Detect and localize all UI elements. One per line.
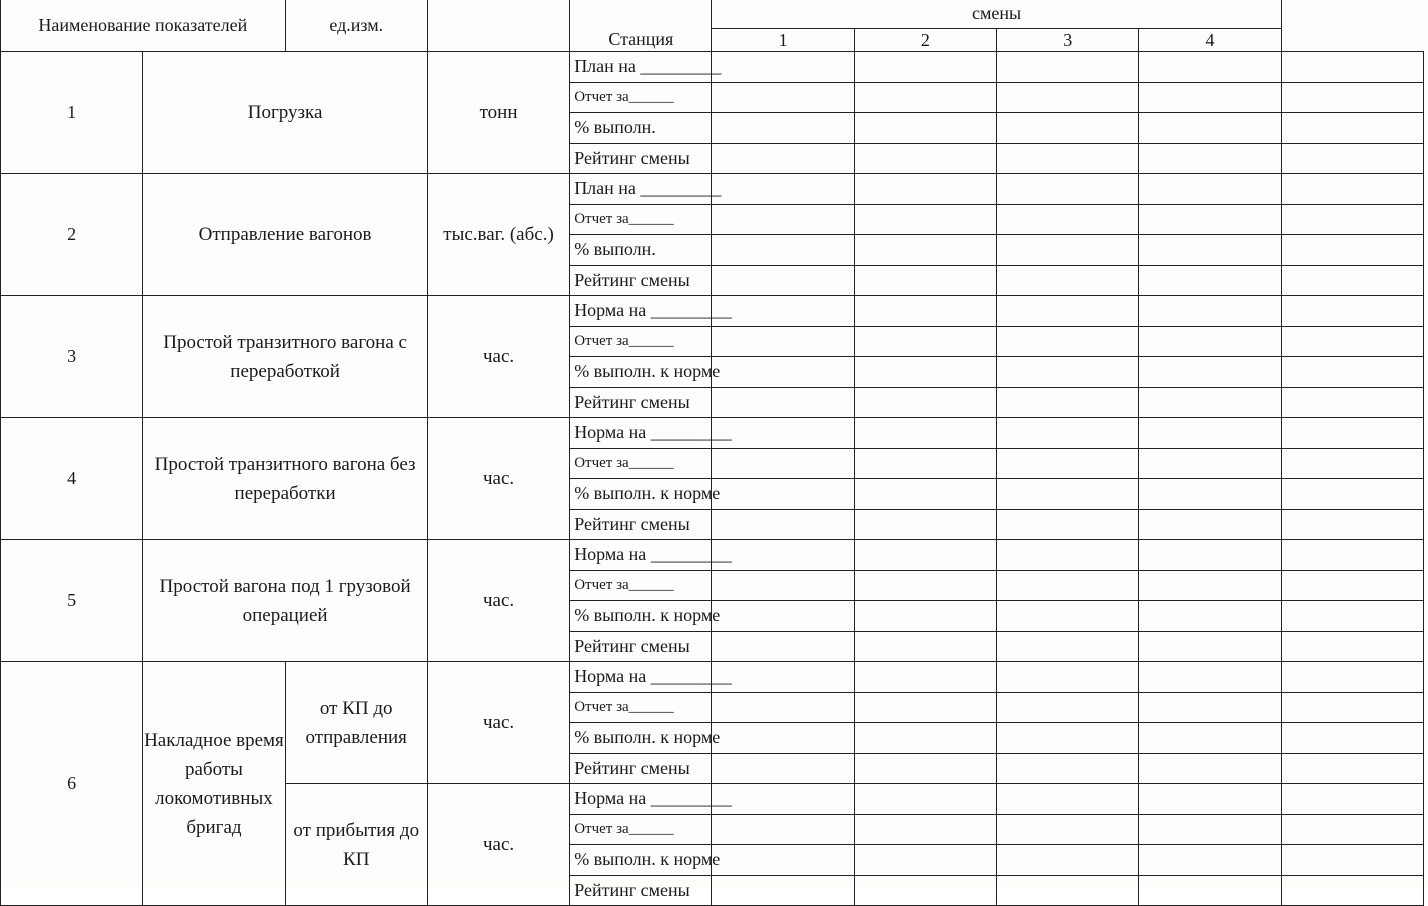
shift-cell-3[interactable]	[1139, 448, 1281, 479]
shift-cell-4[interactable]	[1281, 875, 1423, 906]
metric-label: Рейтинг смены	[570, 509, 712, 540]
indicator-2-subrow	[1, 174, 1424, 205]
station-cell[interactable]	[712, 113, 854, 144]
shift-cell-1[interactable]	[854, 540, 996, 571]
metric-label: Норма на _________	[570, 784, 712, 815]
indicator-unit: час.	[427, 662, 569, 784]
shift-cell-3[interactable]	[1139, 204, 1281, 235]
shift-cell-3[interactable]	[1139, 662, 1281, 693]
shift-cell-4[interactable]	[1281, 52, 1423, 83]
indicator-name: Погрузка	[143, 52, 428, 174]
station-cell[interactable]	[712, 692, 854, 723]
metric-label: Рейтинг смены	[570, 875, 712, 906]
shift-cell-2[interactable]	[997, 326, 1139, 357]
shift-cell-1[interactable]	[854, 662, 996, 693]
metric-label: % выполн. к норме	[570, 357, 712, 388]
shift-cell-1[interactable]	[854, 814, 996, 845]
shift-cell-2[interactable]	[997, 814, 1139, 845]
label-column-header	[427, 0, 569, 52]
shift-cell-3[interactable]	[1139, 814, 1281, 845]
metric-label: План на _________	[570, 174, 712, 205]
shift-cell-4[interactable]	[1281, 326, 1423, 357]
station-cell[interactable]	[712, 265, 854, 296]
metric-label: Отчет за______	[570, 814, 712, 845]
shift-cell-2[interactable]	[997, 52, 1139, 83]
indicator-1-subrow	[1, 52, 1424, 83]
shift-cell-2[interactable]	[997, 753, 1139, 784]
shift-cell-3[interactable]	[1139, 631, 1281, 662]
metric-label: Рейтинг смены	[570, 631, 712, 662]
shift-cell-1[interactable]	[854, 265, 996, 296]
shift-cell-4[interactable]	[1281, 357, 1423, 388]
shift-cell-4[interactable]	[1281, 235, 1423, 266]
shift-cell-4[interactable]	[1281, 601, 1423, 632]
station-cell[interactable]	[712, 52, 854, 83]
station-cell[interactable]	[712, 601, 854, 632]
shift-cell-4[interactable]	[1281, 265, 1423, 296]
shift-cell-4[interactable]	[1281, 296, 1423, 327]
shift-cell-3[interactable]	[1139, 326, 1281, 357]
station-cell[interactable]	[712, 631, 854, 662]
metric-label: Рейтинг смены	[570, 387, 712, 418]
indicator-unit: час.	[427, 296, 569, 418]
shift-cell-3[interactable]	[1139, 265, 1281, 296]
shift-cell-2[interactable]	[997, 784, 1139, 815]
indicator-name: Отправление вагонов	[143, 174, 428, 296]
row-number: 3	[1, 296, 143, 418]
shift-cell-3[interactable]	[1139, 540, 1281, 571]
shift-cell-4[interactable]	[1281, 570, 1423, 601]
metric-label: % выполн.	[570, 235, 712, 266]
metric-label: Норма на _________	[570, 418, 712, 449]
station-cell[interactable]	[712, 82, 854, 113]
shift-cell-1[interactable]	[854, 52, 996, 83]
indicator-unit: час.	[427, 784, 569, 906]
shift-cell-2[interactable]	[997, 82, 1139, 113]
shift-cell-3[interactable]	[1139, 753, 1281, 784]
shift-cell-2[interactable]	[997, 265, 1139, 296]
shift-cell-3[interactable]	[1139, 601, 1281, 632]
metric-label: % выполн. к норме	[570, 723, 712, 754]
shift-cell-3[interactable]	[1139, 784, 1281, 815]
shift-cell-2[interactable]	[997, 875, 1139, 906]
shift-cell-2[interactable]	[997, 296, 1139, 327]
shift-cell-2[interactable]	[997, 570, 1139, 601]
indicator-name: Простой вагона под 1 грузовой операцией	[143, 540, 428, 662]
shift-cell-1[interactable]	[854, 692, 996, 723]
station-cell[interactable]	[712, 235, 854, 266]
header-row	[1, 0, 1424, 28]
shift-cell-4[interactable]	[1281, 692, 1423, 723]
shift-cell-1[interactable]	[854, 845, 996, 876]
shift-cell-4[interactable]	[1281, 479, 1423, 510]
shift-cell-3[interactable]	[1139, 418, 1281, 449]
shift-cell-1[interactable]	[854, 875, 996, 906]
shift-cell-4[interactable]	[1281, 845, 1423, 876]
metric-label: % выполн. к норме	[570, 601, 712, 632]
station-cell[interactable]	[712, 204, 854, 235]
station-cell[interactable]	[712, 540, 854, 571]
shift-cell-1[interactable]	[854, 296, 996, 327]
station-column-header: Станция	[570, 0, 712, 52]
metric-label: Отчет за______	[570, 82, 712, 113]
shift-cell-3[interactable]	[1139, 479, 1281, 510]
shift-cell-4[interactable]	[1281, 82, 1423, 113]
metric-label: % выполн. к норме	[570, 845, 712, 876]
shift-cell-2[interactable]	[997, 601, 1139, 632]
indicator-6-subrow	[1, 662, 1424, 693]
shift-cell-2[interactable]	[997, 692, 1139, 723]
shift-cell-3[interactable]	[1139, 692, 1281, 723]
station-cell[interactable]	[712, 662, 854, 693]
indicator-name: Простой транзитного вагона без переработки	[143, 418, 428, 540]
metric-label: Рейтинг смены	[570, 753, 712, 784]
indicator-unit: час.	[427, 540, 569, 662]
shift-cell-1[interactable]	[854, 631, 996, 662]
shift-cell-1[interactable]	[854, 448, 996, 479]
indicator-unit: тыс.ваг. (абс.)	[427, 174, 569, 296]
metric-label: План на _________	[570, 52, 712, 83]
station-cell[interactable]	[712, 509, 854, 540]
shift-cell-2[interactable]	[997, 509, 1139, 540]
shift-cell-3[interactable]	[1139, 875, 1281, 906]
shift-number-2: 2	[854, 28, 996, 51]
metric-label: Норма на _________	[570, 662, 712, 693]
name-column-header: Наименование показателей	[1, 0, 286, 52]
station-cell[interactable]	[712, 326, 854, 357]
shift-cell-2[interactable]	[997, 387, 1139, 418]
station-cell[interactable]	[712, 174, 854, 205]
shift-cell-4[interactable]	[1281, 174, 1423, 205]
sub-indicator-name: от прибытия до КП	[285, 784, 427, 906]
shift-cell-2[interactable]	[997, 662, 1139, 693]
metric-label: Отчет за______	[570, 692, 712, 723]
shift-cell-2[interactable]	[997, 357, 1139, 388]
shift-cell-4[interactable]	[1281, 814, 1423, 845]
shift-cell-1[interactable]	[854, 601, 996, 632]
shift-number-3: 3	[997, 28, 1139, 51]
shift-cell-1[interactable]	[854, 723, 996, 754]
indicator-name: Накладное время работы локомотивных бригад	[143, 662, 285, 906]
metric-label: Норма на _________	[570, 296, 712, 327]
shift-cell-2[interactable]	[997, 845, 1139, 876]
shift-cell-4[interactable]	[1281, 143, 1423, 174]
shift-cell-3[interactable]	[1139, 296, 1281, 327]
metric-label: Рейтинг смены	[570, 265, 712, 296]
shift-cell-2[interactable]	[997, 479, 1139, 510]
shift-cell-1[interactable]	[854, 753, 996, 784]
shift-cell-3[interactable]	[1139, 570, 1281, 601]
shift-cell-4[interactable]	[1281, 113, 1423, 144]
metric-label: Отчет за______	[570, 326, 712, 357]
shift-cell-1[interactable]	[854, 235, 996, 266]
shift-cell-4[interactable]	[1281, 540, 1423, 571]
shift-cell-4[interactable]	[1281, 753, 1423, 784]
shift-cell-1[interactable]	[854, 418, 996, 449]
row-number: 5	[1, 540, 143, 662]
shift-cell-4[interactable]	[1281, 784, 1423, 815]
station-cell[interactable]	[712, 753, 854, 784]
shift-cell-2[interactable]	[997, 540, 1139, 571]
station-cell[interactable]	[712, 448, 854, 479]
shift-number-1: 1	[712, 28, 854, 51]
metric-label: % выполн. к норме	[570, 479, 712, 510]
indicator-4-subrow	[1, 418, 1424, 449]
shift-cell-1[interactable]	[854, 174, 996, 205]
metric-label: Отчет за______	[570, 570, 712, 601]
shift-number-4: 4	[1139, 28, 1281, 51]
shift-cell-3[interactable]	[1139, 235, 1281, 266]
shift-cell-1[interactable]	[854, 479, 996, 510]
shift-cell-3[interactable]	[1139, 509, 1281, 540]
shift-cell-1[interactable]	[854, 357, 996, 388]
shift-cell-2[interactable]	[997, 631, 1139, 662]
shift-cell-4[interactable]	[1281, 662, 1423, 693]
shift-cell-3[interactable]	[1139, 845, 1281, 876]
shift-cell-3[interactable]	[1139, 82, 1281, 113]
shift-cell-2[interactable]	[997, 448, 1139, 479]
shift-cell-3[interactable]	[1139, 113, 1281, 144]
shift-cell-3[interactable]	[1139, 387, 1281, 418]
metric-label: % выполн.	[570, 113, 712, 144]
row-number: 1	[1, 52, 143, 174]
shift-cell-4[interactable]	[1281, 631, 1423, 662]
shift-cell-2[interactable]	[997, 174, 1139, 205]
shift-cell-4[interactable]	[1281, 723, 1423, 754]
station-cell[interactable]	[712, 387, 854, 418]
shift-cell-1[interactable]	[854, 326, 996, 357]
shift-cell-2[interactable]	[997, 235, 1139, 266]
shift-cell-1[interactable]	[854, 113, 996, 144]
shift-cell-2[interactable]	[997, 723, 1139, 754]
shift-cell-3[interactable]	[1139, 52, 1281, 83]
shift-cell-4[interactable]	[1281, 387, 1423, 418]
shift-cell-1[interactable]	[854, 143, 996, 174]
shift-cell-3[interactable]	[1139, 174, 1281, 205]
unit-column-header: ед.изм.	[285, 0, 427, 52]
shift-cell-1[interactable]	[854, 509, 996, 540]
indicator-5-subrow	[1, 540, 1424, 571]
station-cell[interactable]	[712, 296, 854, 327]
shift-cell-1[interactable]	[854, 387, 996, 418]
shift-cell-1[interactable]	[854, 82, 996, 113]
indicator-unit: час.	[427, 418, 569, 540]
station-cell[interactable]	[712, 875, 854, 906]
shift-cell-1[interactable]	[854, 204, 996, 235]
station-cell[interactable]	[712, 845, 854, 876]
metric-label: Отчет за______	[570, 204, 712, 235]
metric-label: Норма на _________	[570, 540, 712, 571]
station-cell[interactable]	[712, 570, 854, 601]
shift-cell-3[interactable]	[1139, 357, 1281, 388]
metric-label: Отчет за______	[570, 448, 712, 479]
shift-cell-2[interactable]	[997, 204, 1139, 235]
shift-cell-3[interactable]	[1139, 723, 1281, 754]
shift-cell-1[interactable]	[854, 570, 996, 601]
indicator-unit: тонн	[427, 52, 569, 174]
metric-label: Рейтинг смены	[570, 143, 712, 174]
shift-cell-4[interactable]	[1281, 509, 1423, 540]
station-cell[interactable]	[712, 479, 854, 510]
shift-cell-4[interactable]	[1281, 448, 1423, 479]
station-cell[interactable]	[712, 418, 854, 449]
row-number: 2	[1, 174, 143, 296]
indicator-3-subrow	[1, 296, 1424, 327]
shift-cell-3[interactable]	[1139, 143, 1281, 174]
shifts-header: смены	[712, 0, 1281, 28]
shift-cell-2[interactable]	[997, 113, 1139, 144]
shift-cell-1[interactable]	[854, 784, 996, 815]
station-cell[interactable]	[712, 143, 854, 174]
indicator-name: Простой транзитного вагона с переработкой	[143, 296, 428, 418]
station-cell[interactable]	[712, 784, 854, 815]
row-number: 4	[1, 418, 143, 540]
shift-cell-4[interactable]	[1281, 418, 1423, 449]
shift-cell-4[interactable]	[1281, 204, 1423, 235]
sub-indicator-name: от КП до отправления	[285, 662, 427, 784]
shift-cell-2[interactable]	[997, 143, 1139, 174]
station-cell[interactable]	[712, 814, 854, 845]
row-number: 6	[1, 662, 143, 906]
station-cell[interactable]	[712, 723, 854, 754]
shift-cell-2[interactable]	[997, 418, 1139, 449]
station-cell[interactable]	[712, 357, 854, 388]
